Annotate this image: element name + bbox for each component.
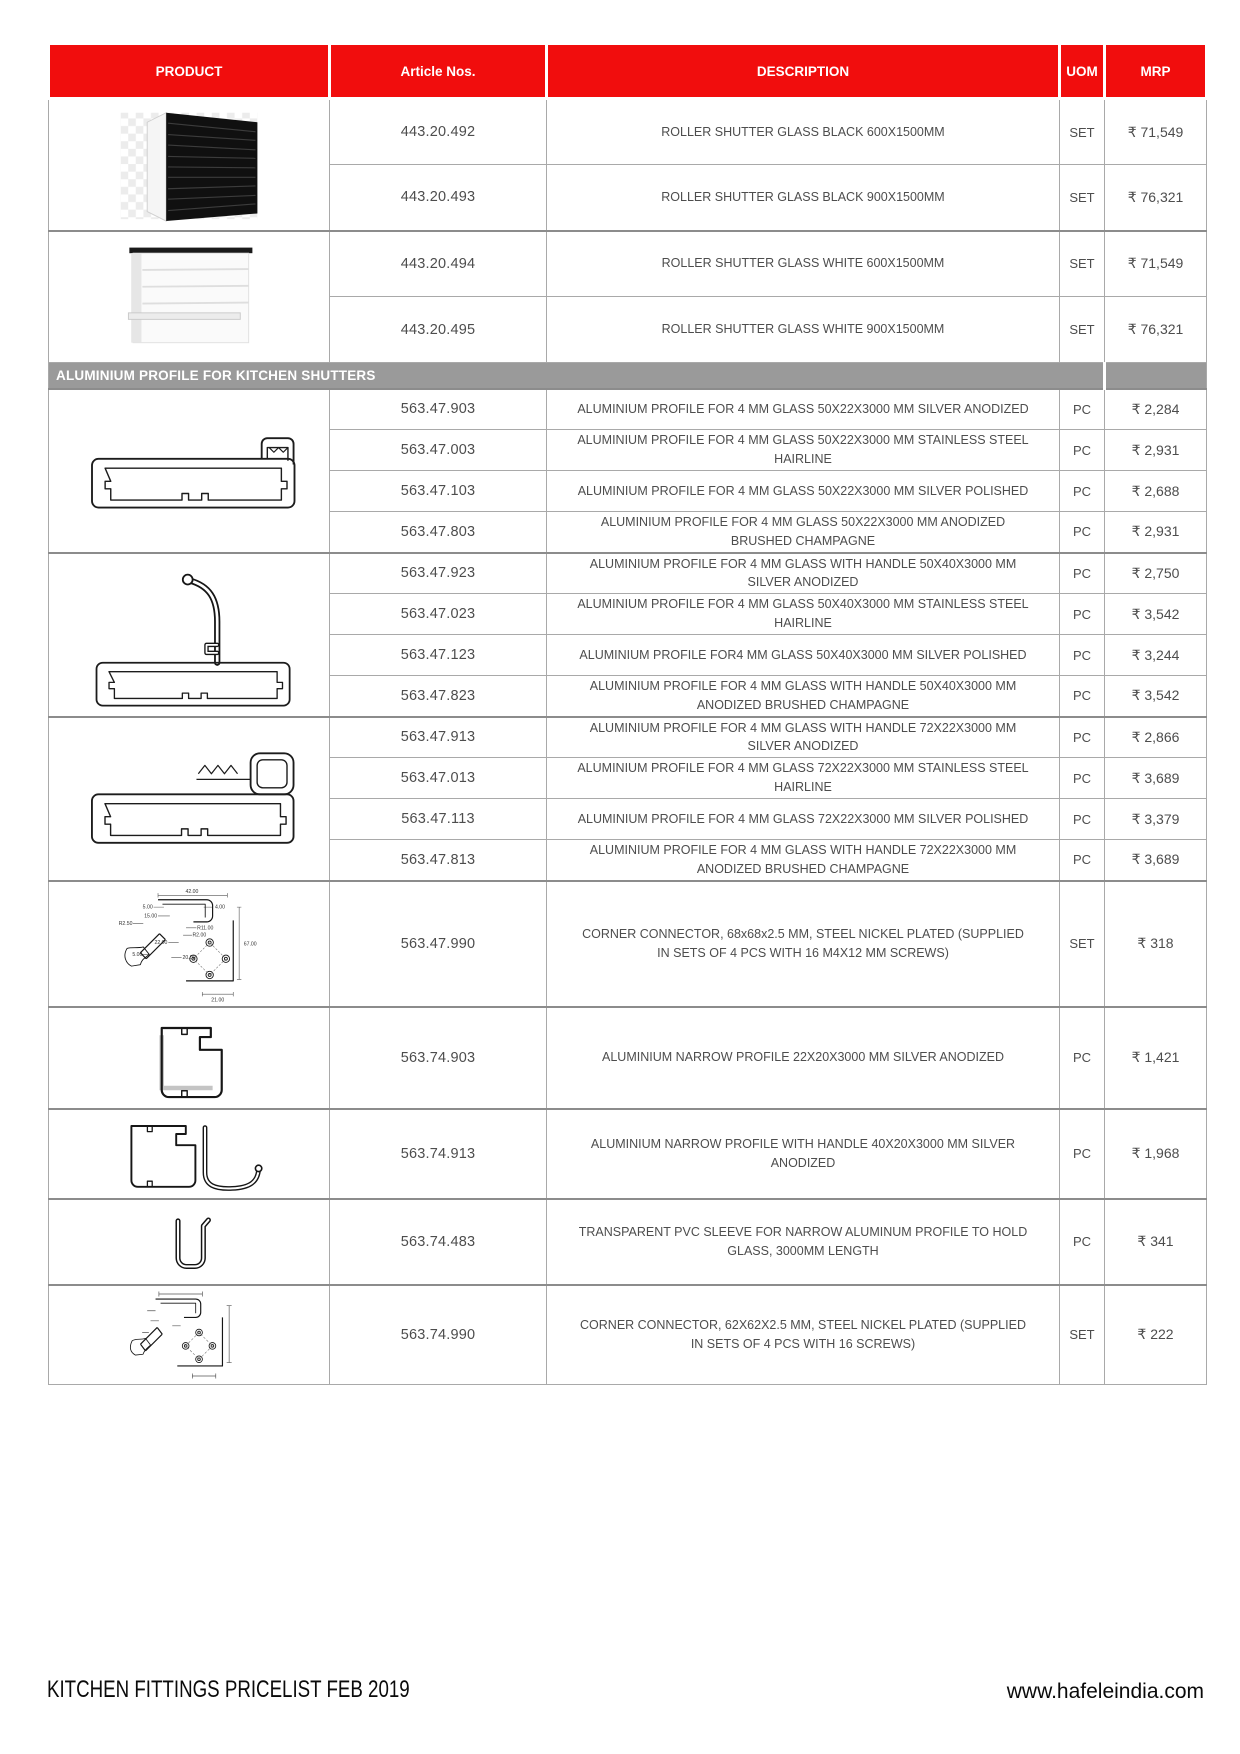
svg-text:R2.00: R2.00 [192,932,207,939]
uom-cell: PC [1060,1007,1105,1109]
article-number-cell: 563.47.803 [330,512,547,553]
svg-text:42.00: 42.00 [185,888,199,895]
profile-50x22-drawing [77,410,302,532]
page-footer [47,1676,1204,1704]
uom-cell: PC [1060,389,1105,430]
pricelist-table [47,42,1208,1385]
mrp-cell: ₹ 341 [1105,1199,1207,1285]
description-text: ALUMINIUM NARROW PROFILE 22X20X3000 MM SILVER ANODIZED [602,1050,1004,1065]
svg-text:21.00: 21.00 [211,997,225,1003]
description-text: ALUMINIUM PROFILE FOR 4 MM GLASS 50X22X3000 MM SILVER POLISHED [577,483,1029,498]
uom-cell: PC [1060,1109,1105,1199]
pricelist-table-wrap [47,42,1205,1385]
uom-cell: PC [1060,471,1105,512]
uom-cell: PC [1060,430,1105,471]
uom-cell: SET [1060,1285,1105,1385]
mrp-cell: ₹ 2,931 [1105,512,1207,553]
mrp-cell: ₹ 76,321 [1105,165,1207,231]
mrp-cell: ₹ 3,542 [1105,676,1207,717]
svg-text:15.00: 15.00 [144,912,158,919]
table-row [49,231,1207,297]
narrow-profile-22x20-drawing [134,1008,244,1108]
product-image-cell [49,717,330,881]
article-number-cell: 563.47.923 [330,553,547,594]
description-cell [547,881,1060,1007]
mrp-cell: ₹ 2,750 [1105,553,1207,594]
section-header-row [49,363,1207,389]
mrp-cell: ₹ 318 [1105,881,1207,1007]
mrp-cell: ₹ 222 [1105,1285,1207,1385]
product-image-cell [49,99,330,231]
column-header-product: PRODUCT [49,44,330,99]
article-number-cell: 563.47.990 [330,881,547,1007]
description-cell [547,1285,1060,1385]
description-text: ALUMINIUM PROFILE FOR4 MM GLASS 50X40X3000 MM SILVER POLISHED [579,647,1027,662]
pricelist-table-body [49,99,1207,1385]
description-cell [547,165,1060,231]
mrp-cell: ₹ 2,284 [1105,389,1207,430]
table-header-row [49,44,1207,99]
roller-shutter-white-photo [114,242,264,352]
description-text: ALUMINIUM PROFILE FOR 4 MM GLASS 72X22X3000 MM STAINLESS STEEL HAIRLINE [577,761,1029,794]
section-header-mrp-cell [1105,363,1207,389]
description-cell [547,717,1060,758]
article-number-cell: 563.47.013 [330,758,547,799]
mrp-cell: ₹ 2,688 [1105,471,1207,512]
description-cell [547,635,1060,676]
description-cell [547,430,1060,471]
mrp-cell: ₹ 2,931 [1105,430,1207,471]
mrp-cell: ₹ 71,549 [1105,99,1207,165]
mrp-cell: ₹ 71,549 [1105,231,1207,297]
column-header-mrp: MRP [1105,44,1207,99]
article-number-cell: 443.20.493 [330,165,547,231]
uom-cell: PC [1060,840,1105,881]
table-row [49,1199,1207,1285]
description-text: ALUMINIUM NARROW PROFILE WITH HANDLE 40X20X3000 MM SILVER ANODIZED [590,1136,1016,1170]
description-cell [547,1007,1060,1109]
article-number-cell: 563.74.913 [330,1109,547,1199]
svg-text:20.00: 20.00 [182,954,196,961]
article-number-cell: 563.47.913 [330,717,547,758]
uom-cell: PC [1060,553,1105,594]
article-number-cell: 563.47.123 [330,635,547,676]
corner-connector-68-drawing [115,885,263,1003]
table-row [49,1285,1207,1385]
mrp-cell: ₹ 3,689 [1105,840,1207,881]
product-image-cell [49,1199,330,1285]
description-cell [547,594,1060,635]
mrp-cell: ₹ 3,379 [1105,799,1207,840]
description-text: ROLLER SHUTTER GLASS WHITE 600X1500MM [661,256,945,271]
roller-shutter-black-photo [113,103,265,227]
description-cell [547,840,1060,881]
article-number-cell: 563.47.903 [330,389,547,430]
description-cell [547,553,1060,594]
column-header-uom: UOM [1060,44,1105,99]
corner-connector-62-drawing [122,1289,256,1381]
description-text: CORNER CONNECTOR, 62X62X2.5 MM, STEEL NICKEL PLATED (SUPPLIED IN SETS OF 4 PCS WITH 16 SCREWS) [580,1318,1026,1351]
description-text: TRANSPARENT PVC SLEEVE FOR NARROW ALUMINUM PROFILE TO HOLD GLASS, 3000MM LENGTH [578,1224,1028,1258]
description-text: ALUMINIUM PROFILE FOR 4 MM GLASS 50X22X3000 MM STAINLESS STEEL HAIRLINE [577,433,1029,466]
svg-text:67.00: 67.00 [243,940,257,947]
mrp-cell: ₹ 3,244 [1105,635,1207,676]
profile-72x22-drawing [77,729,301,869]
table-row [49,99,1207,165]
description-cell [547,512,1060,553]
article-number-cell: 563.47.103 [330,471,547,512]
description-cell [547,99,1060,165]
article-number-cell: 443.20.494 [330,231,547,297]
description-text: ROLLER SHUTTER GLASS WHITE 900X1500MM [661,322,945,337]
description-text: ROLLER SHUTTER GLASS BLACK 600X1500MM [661,124,945,139]
product-image-cell [49,881,330,1007]
description-text: ALUMINIUM PROFILE FOR 4 MM GLASS WITH HANDLE 50X40X3000 MM SILVER ANODIZED [589,556,1017,590]
uom-cell: PC [1060,758,1105,799]
section-header: ALUMINIUM PROFILE FOR KITCHEN SHUTTERS [49,363,1105,389]
article-number-cell: 563.47.813 [330,840,547,881]
svg-text:R11.00: R11.00 [197,924,214,931]
uom-cell: PC [1060,1199,1105,1285]
description-cell [547,1109,1060,1199]
pvc-sleeve-drawing [151,1204,227,1280]
mrp-cell: ₹ 3,689 [1105,758,1207,799]
footer-pricelist-title: KITCHEN FITTINGS PRICELIST FEB 2019 [47,1676,410,1703]
description-text: ALUMINIUM PROFILE FOR 4 MM GLASS WITH HANDLE 72X22X3000 MM SILVER ANODIZED [589,720,1017,754]
uom-cell: SET [1060,231,1105,297]
description-text: ALUMINIUM PROFILE FOR 4 MM GLASS WITH HANDLE 50X40X3000 MM ANODIZED BRUSHED CHAMPAGNE [589,679,1017,712]
uom-cell: PC [1060,512,1105,553]
description-text: ALUMINIUM PROFILE FOR 4 MM GLASS 50X22X3000 MM SILVER ANODIZED [577,401,1029,416]
description-cell [547,231,1060,297]
uom-cell: SET [1060,881,1105,1007]
article-number-cell: 563.74.483 [330,1199,547,1285]
description-text: ROLLER SHUTTER GLASS BLACK 900X1500MM [661,189,945,204]
table-row [49,1109,1207,1199]
article-number-cell: 563.74.903 [330,1007,547,1109]
article-number-cell: 443.20.495 [330,297,547,363]
description-cell [547,471,1060,512]
product-image-cell [49,1285,330,1385]
description-cell [547,297,1060,363]
mrp-cell: ₹ 3,542 [1105,594,1207,635]
product-image-cell [49,553,330,717]
mrp-cell: ₹ 1,968 [1105,1109,1207,1199]
uom-cell: SET [1060,99,1105,165]
description-cell [547,389,1060,430]
product-image-cell [49,389,330,553]
uom-cell: SET [1060,165,1105,231]
mrp-cell: ₹ 1,421 [1105,1007,1207,1109]
column-header-description: DESCRIPTION [547,44,1060,99]
product-image-cell [49,231,330,363]
article-number-cell: 563.47.113 [330,799,547,840]
description-text: ALUMINIUM PROFILE FOR 4 MM GLASS 72X22X3000 MM SILVER POLISHED [577,811,1029,826]
uom-cell: PC [1060,676,1105,717]
article-number-cell: 563.47.023 [330,594,547,635]
profile-50x40-handle-drawing [82,559,297,711]
product-image-cell [49,1109,330,1199]
description-cell [547,758,1060,799]
mrp-cell: ₹ 2,866 [1105,717,1207,758]
description-text: CORNER CONNECTOR, 68x68x2.5 MM, STEEL NICKEL PLATED (SUPPLIED IN SETS OF 4 PCS WITH 16 M4X12 MM SCREWS) [582,926,1024,960]
svg-text:R2.50: R2.50 [118,920,133,927]
description-text: ALUMINIUM PROFILE FOR 4 MM GLASS 50X22X3000 MM ANODIZED BRUSHED CHAMPAGNE [600,515,1006,548]
description-cell [547,799,1060,840]
uom-cell: PC [1060,799,1105,840]
article-number-cell: 563.47.823 [330,676,547,717]
table-row [49,881,1207,1007]
mrp-cell: ₹ 76,321 [1105,297,1207,363]
description-cell [547,1199,1060,1285]
narrow-profile-40x20-handle-drawing [109,1110,269,1198]
uom-cell: PC [1060,594,1105,635]
table-row [49,1007,1207,1109]
article-number-cell: 443.20.492 [330,99,547,165]
svg-text:4.00: 4.00 [214,904,225,911]
product-image-cell [49,1007,330,1109]
svg-text:5.00: 5.00 [132,951,143,958]
svg-text:5.00: 5.00 [142,904,153,911]
column-header-article-nos: Article Nos. [330,44,547,99]
table-row [49,553,1207,594]
uom-cell: SET [1060,297,1105,363]
article-number-cell: 563.74.990 [330,1285,547,1385]
description-text: ALUMINIUM PROFILE FOR 4 MM GLASS WITH HANDLE 72X22X3000 MM ANODIZED BRUSHED CHAMPAGNE [589,843,1017,876]
footer-website-link[interactable]: www.hafeleindia.com [1006,1680,1204,1703]
description-cell [547,676,1060,717]
description-text: ALUMINIUM PROFILE FOR 4 MM GLASS 50X40X3000 MM STAINLESS STEEL HAIRLINE [577,597,1029,630]
article-number-cell: 563.47.003 [330,430,547,471]
uom-cell: PC [1060,717,1105,758]
svg-text:22.00: 22.00 [154,939,168,946]
uom-cell: PC [1060,635,1105,676]
table-row [49,717,1207,758]
table-row [49,389,1207,430]
